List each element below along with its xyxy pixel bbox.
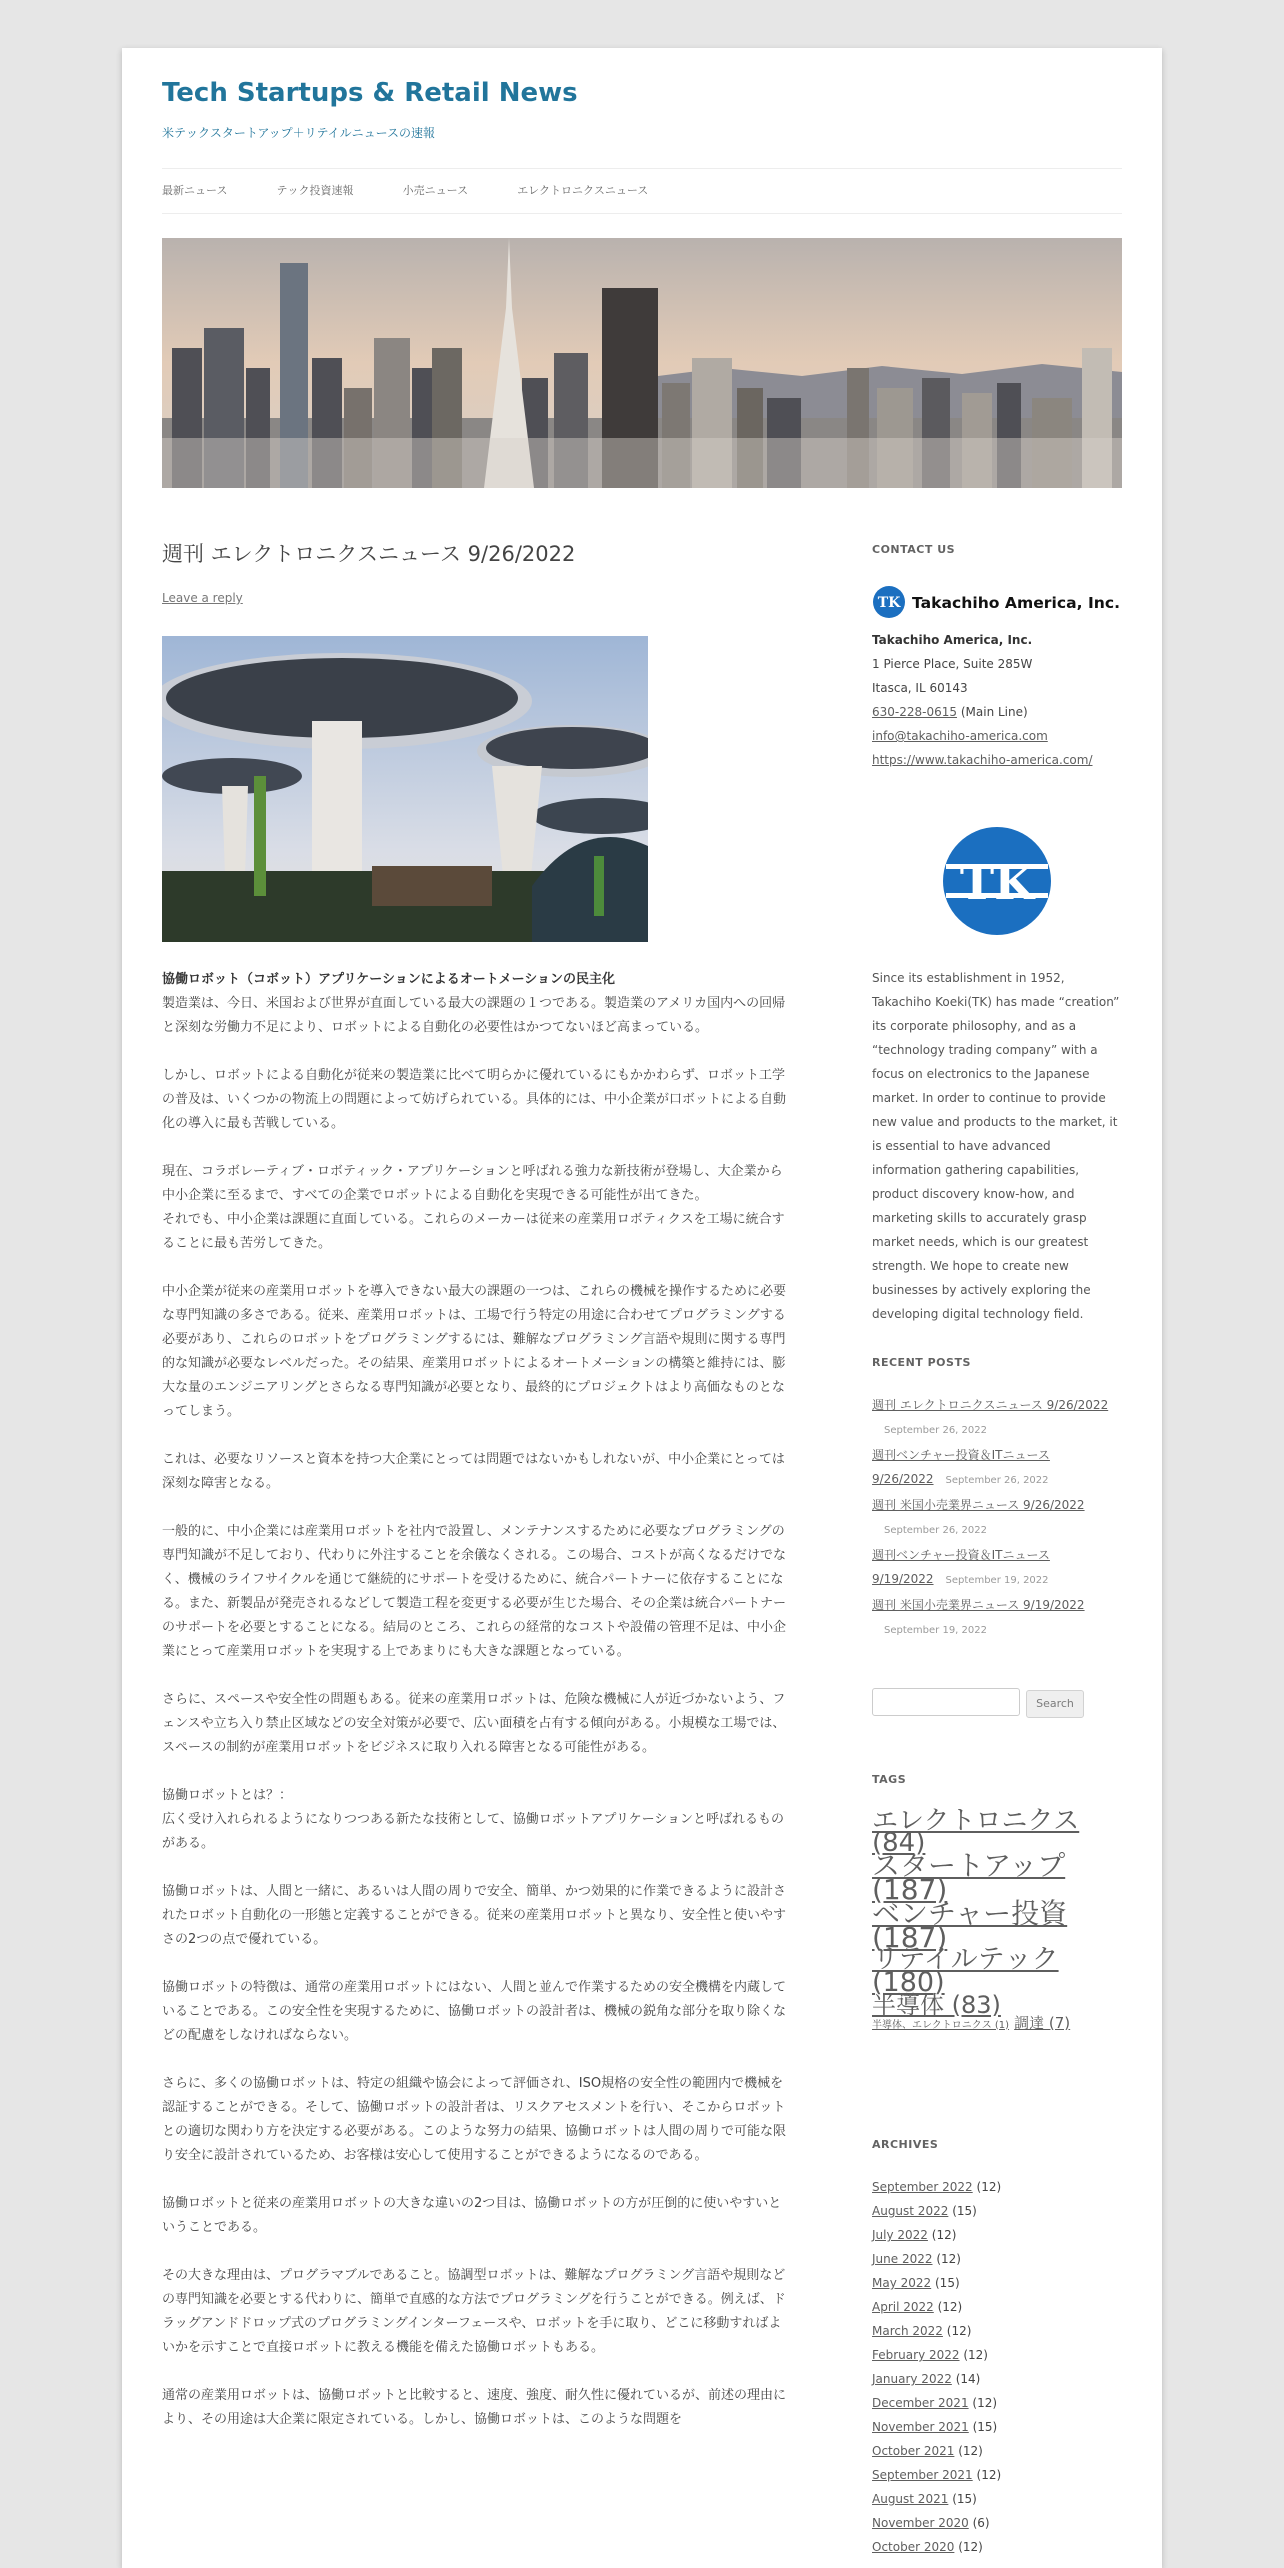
archive-count: (12) bbox=[976, 2468, 1002, 2482]
archive-link[interactable]: June 2022 bbox=[872, 2252, 933, 2266]
archive-item bbox=[872, 2391, 1122, 2415]
archive-link[interactable]: May 2022 bbox=[872, 2276, 932, 2290]
archive-link[interactable]: July 2022 bbox=[872, 2228, 928, 2242]
archive-count: (12) bbox=[931, 2228, 957, 2242]
archive-count: (12) bbox=[958, 2540, 983, 2554]
leave-reply-link[interactable]: Leave a reply bbox=[162, 591, 243, 605]
archive-link[interactable]: September 2021 bbox=[872, 2468, 973, 2482]
archive-link[interactable]: November 2020 bbox=[872, 2516, 969, 2530]
post-paragraph: 協働ロボットとは？： 広く受け入れられるようになりつつある新たな技術として、協働ロボットアプリケーションと呼ばれるものがある。 bbox=[162, 1788, 785, 1851]
archive-item bbox=[872, 2487, 1122, 2511]
archive-link[interactable]: April 2022 bbox=[872, 2300, 934, 2314]
archive-item bbox=[872, 2367, 1122, 2391]
archive-count: (15) bbox=[935, 2276, 960, 2290]
search-input[interactable] bbox=[872, 1688, 1020, 1716]
phone-link[interactable]: 630-228-0615 bbox=[872, 705, 958, 719]
tag-cloud bbox=[872, 1806, 1122, 2032]
recent-posts-title: RECENT POSTS bbox=[872, 1356, 971, 1369]
nav-item-electronics[interactable]: エレクトロニクスニュース bbox=[517, 184, 649, 197]
recent-post-item bbox=[872, 1443, 1122, 1493]
recent-post-date: September 26, 2022 bbox=[945, 1475, 1049, 1486]
archive-item bbox=[872, 2295, 1122, 2319]
post-paragraph: 一般的に、中小企業には産業用ロボットを社内で設置し、メンテナンスするために必要なプログラミングの専門知識が不足しており、代わりに外注することを余儀なくされる。この場合、コストが高くなるだけでなく、機械のライフサイクルを通じて継続的にサポートを受けるために、統合パートナーに依存することになる。また、新製品が発売されるなどして製造工程を変更する必要が生じた場合、その企業は統合パートナーのサポートを必要とすることになる。結局のところ、これらの経常的なコストや設備の管理不足は、中小企業にとって産業用ロボットを実現する上であまりにも大きな課題となっている。 bbox=[162, 1524, 787, 1659]
tag-link[interactable]: 半導体 (83) bbox=[872, 1991, 1001, 2020]
nav-item-latest[interactable]: 最新ニュース bbox=[162, 184, 228, 197]
contact-widget-title: CONTACT US bbox=[872, 543, 956, 556]
search-button[interactable]: Search bbox=[1026, 1690, 1084, 1718]
archive-count: (15) bbox=[952, 2204, 977, 2218]
page bbox=[122, 48, 1162, 2568]
tk-circle-text: TK bbox=[959, 856, 1035, 910]
archive-count: (15) bbox=[952, 2492, 977, 2506]
archive-count: (12) bbox=[946, 2324, 972, 2338]
archive-link[interactable]: February 2022 bbox=[872, 2348, 960, 2362]
contact-address bbox=[872, 628, 1122, 772]
archive-link[interactable]: December 2021 bbox=[872, 2396, 969, 2410]
nav-item-tech-investment[interactable]: テック投資速報 bbox=[276, 184, 354, 197]
archive-item bbox=[872, 2199, 1122, 2223]
post-paragraph: しかし、ロボットによる自動化が従来の製造業に比べて明らかに優れているにもかかわらず、ロボット工学の普及は、いくつかの物流上の問題によって妨げられている。具体的には、中小企業が口ボットによる自動化の導入に最も苦戦している。 bbox=[162, 1068, 787, 1131]
archive-link[interactable]: August 2022 bbox=[872, 2204, 949, 2218]
archive-count: (12) bbox=[976, 2180, 1002, 2194]
recent-post-date: September 19, 2022 bbox=[884, 1625, 987, 1636]
post-content bbox=[162, 968, 790, 2456]
tag-link[interactable]: 半導体、エレクトロニクス (1) bbox=[872, 2019, 1010, 2031]
recent-post-link[interactable]: 週刊ベンチャー投資＆ITニュース 9/19/2022 bbox=[872, 1548, 1050, 1586]
recent-post-item bbox=[872, 1593, 1122, 1643]
address-line-2: Itasca, IL 60143 bbox=[872, 681, 968, 695]
archive-item bbox=[872, 2415, 1122, 2439]
main-nav bbox=[162, 168, 1122, 214]
header-city-skyline-image bbox=[162, 238, 1122, 488]
tag-link[interactable]: エレクトロニクス (84) bbox=[872, 1806, 1080, 1859]
post-paragraph: 協働ロボットの特徴は、通常の産業用ロボットにはない、人間と並んで作業するための安全機構を内蔵していることである。この安全性を実現するために、協働ロボットの設計者は、機械の鋭角な部分を取り除くなどの配慮をしなければならない。 bbox=[162, 1980, 787, 2043]
archive-item bbox=[872, 2343, 1122, 2367]
archive-count: (12) bbox=[936, 2252, 961, 2266]
archive-item bbox=[872, 2439, 1122, 2463]
recent-post-item bbox=[872, 1493, 1122, 1543]
logo-text: Takachiho America, Inc. bbox=[912, 594, 1120, 612]
recent-post-link[interactable]: 週刊ベンチャー投資＆ITニュース 9/26/2022 bbox=[872, 1448, 1050, 1486]
takachiho-logo bbox=[872, 585, 1122, 619]
recent-post-link[interactable]: 週刊 米国小売業界ニュース 9/19/2022 bbox=[872, 1598, 1085, 1612]
archive-link[interactable]: November 2021 bbox=[872, 2420, 969, 2434]
archive-count: (12) bbox=[963, 2348, 988, 2362]
email-row bbox=[872, 724, 1122, 748]
recent-post-item bbox=[872, 1393, 1122, 1443]
post-lead: 協働ロボット（コボット）アプリケーションによるオートメーションの民主化 bbox=[162, 972, 616, 987]
archive-item bbox=[872, 2271, 1122, 2295]
logo-mark-text: TK bbox=[877, 595, 901, 611]
archives-list bbox=[872, 2175, 1122, 2559]
post-paragraph: 製造業は、今日、米国および世界が直面している最大の課題の１つである。製造業のアメリカ国内への回帰と深刻な労働力不足により、ロボットによる自動化の必要性はかつてないほど高まっている。 bbox=[162, 996, 786, 1035]
archive-count: (12) bbox=[937, 2300, 963, 2314]
post-paragraph: その大きな理由は、プログラマブルであること。協調型ロボットは、難解なプログラミング言語や規則などの専門知識を必要とする代わりに、簡単で直感的な方法でプログラミングを行うことができる。例えば、ドラッグアンドドロップ式のプログラミングインターフェースや、ロボットを手に取り、どこに移動すればよいかを示すことで直接ロボットに教える機能を備えた協働ロボットもある。 bbox=[162, 2268, 786, 2355]
phone-row bbox=[872, 700, 1122, 724]
recent-posts-list bbox=[872, 1393, 1122, 1643]
archive-count: (12) bbox=[958, 2444, 983, 2458]
post-paragraph: さらに、スペースや安全性の問題もある。従来の産業用ロボットは、危険な機械に人が近づかないよう、フェンスや立ち入り禁止区域などの安全対策が必要で、広い面積を占有する傾向がある。小規模な工場では、スペースの制約が産業用ロボットをビジネスに取り入れる障害となる可能性がある。 bbox=[162, 1692, 786, 1755]
archive-link[interactable]: January 2022 bbox=[872, 2372, 952, 2386]
tag-link[interactable]: リテイルテック (180) bbox=[872, 1944, 1059, 1999]
archive-item bbox=[872, 2247, 1122, 2271]
post-paragraph: 現在、コラボレーティブ・ロボティック・アプリケーションと呼ばれる強力な新技術が登場し、大企業から中小企業に至るまで、すべての企業でロボットによる自動化を実現できる可能性が出てきた。 それでも、中小企業は課題に直面している。これらのメーカーは従来の産業用ロボティクスを工場に統合することに最も苦労してきた。 bbox=[162, 1164, 785, 1251]
recent-post-date: September 26, 2022 bbox=[884, 1425, 987, 1436]
post-paragraph: 協働ロボットと従来の産業用ロボットの大きな違いの2つ目は、協働ロボットの方が圧倒的に使いやすいということである。 bbox=[162, 2196, 782, 2235]
email-link[interactable]: info@takachiho-america.com bbox=[872, 729, 1048, 743]
post-paragraph: 通常の産業用ロボットは、協働ロボットと比較すると、速度、強度、耐久性に優れているが、前述の理由により、その用途は大企業に限定されている。しかし、協働ロボットは、このような問題を bbox=[162, 2388, 787, 2427]
post-paragraph: 中小企業が従来の産業用ロボットを導入できない最大の課題の一つは、これらの機械を操作するために必要な専門知識の多さである。従来、産業用ロボットは、工場で行う特定の用途に合わせてプログラミングする必要があり、これらのロボットをプログラミングするには、難解なプログラミング言語や規則に関する専門的な知識が必要なレベルだった。その結果、産業用ロボットによるオートメーションの構築と維持には、膨大な量のエンジニアリングとさらなる専門知識が必要となり、最終的にプロジェクトはより高価なものとなってしまう。 bbox=[162, 1284, 787, 1419]
website-row bbox=[872, 748, 1122, 772]
recent-post-date: September 26, 2022 bbox=[884, 1525, 987, 1536]
recent-post-item bbox=[872, 1543, 1122, 1593]
archive-count: (14) bbox=[955, 2372, 981, 2386]
site-title[interactable]: Tech Startups & Retail News bbox=[162, 78, 578, 108]
post-paragraph: 協働ロボットは、人間と一緒に、あるいは人間の周りで安全、簡単、かつ効果的に作業できるように設計されたロボット自動化の一形態と定義することができる。従来の産業用ロボットと異なり、安全性と使いやすさの2つの点で優れている。 bbox=[162, 1884, 787, 1947]
archive-item bbox=[872, 2463, 1122, 2487]
post-paragraph: これは、必要なリソースと資本を持つ大企業にとっては問題ではないかもしれないが、中小企業にとっては深刻な障害となる。 bbox=[162, 1452, 785, 1491]
archive-link[interactable]: October 2021 bbox=[872, 2444, 955, 2458]
nav-item-retail[interactable]: 小売ニュース bbox=[402, 184, 469, 197]
company-name: Takachiho America, Inc. bbox=[872, 633, 1033, 647]
tk-circle-logo bbox=[942, 826, 1052, 936]
recent-post-link[interactable]: 週刊 米国小売業界ニュース 9/26/2022 bbox=[872, 1498, 1085, 1512]
company-about: Since its establishment in 1952, Takachiho Koeki(TK) has made “creation” its corporate philosophy, and as a “technology trading company” with a focus on electronics to the Japanese market. In order to continue to provide new value and products to the market, it is essential to have advanced information gathering capabilities, product discovery know-how, and marketing skills to accurately grasp market needs, which is our greatest strength. We hope to create new businesses by actively exploring the developing digital technology field. bbox=[872, 971, 1120, 1321]
archive-item bbox=[872, 2511, 1122, 2535]
archive-link[interactable]: October 2020 bbox=[872, 2540, 955, 2554]
archive-link[interactable]: August 2021 bbox=[872, 2492, 949, 2506]
archive-link[interactable]: September 2022 bbox=[872, 2180, 973, 2194]
post-featured-image bbox=[162, 636, 648, 942]
archive-item bbox=[872, 2319, 1122, 2343]
archive-count: (15) bbox=[972, 2420, 998, 2434]
archive-count: (12) bbox=[972, 2396, 998, 2410]
post-title[interactable]: 週刊 エレクトロニクスニュース 9/26/2022 bbox=[162, 542, 576, 566]
archive-item bbox=[872, 2223, 1122, 2247]
site-description: 米テックスタートアップ＋リテイルニュースの速報 bbox=[162, 126, 436, 140]
phone-note: (Main Line) bbox=[960, 705, 1028, 719]
archive-item bbox=[872, 2535, 1122, 2559]
tag-link[interactable]: 調達 (7) bbox=[1014, 2013, 1071, 2032]
post-paragraph: さらに、多くの協働ロボットは、特定の組織や協会によって評価され、ISO規格の安全性の範囲内で機械を認証することができる。そして、協働ロボットの設計者は、リスクアセスメントを行い、そこからロボットとの適切な関わり方を決定する必要がある。このような努力の結果、協働ロボットは人間の周りで可能な限り安全に設計されているため、お客様は安心して使用することができるようになるのである。 bbox=[162, 2076, 787, 2163]
recent-post-link[interactable]: 週刊 エレクトロニクスニュース 9/26/2022 bbox=[872, 1398, 1109, 1412]
tag-link[interactable]: ベンチャー投資 (187) bbox=[872, 1896, 1068, 1954]
tags-title: TAGS bbox=[872, 1773, 907, 1786]
archives-title: ARCHIVES bbox=[872, 2138, 939, 2151]
archive-link[interactable]: March 2022 bbox=[872, 2324, 943, 2338]
address-line-1: 1 Pierce Place, Suite 285W bbox=[872, 657, 1033, 671]
archive-item bbox=[872, 2175, 1122, 2199]
website-link[interactable]: https://www.takachiho-america.com/ bbox=[872, 753, 1093, 767]
recent-post-date: September 19, 2022 bbox=[945, 1575, 1049, 1586]
tag-link[interactable]: スタートアップ (187) bbox=[872, 1849, 1066, 1906]
archive-count: (6) bbox=[972, 2516, 990, 2530]
